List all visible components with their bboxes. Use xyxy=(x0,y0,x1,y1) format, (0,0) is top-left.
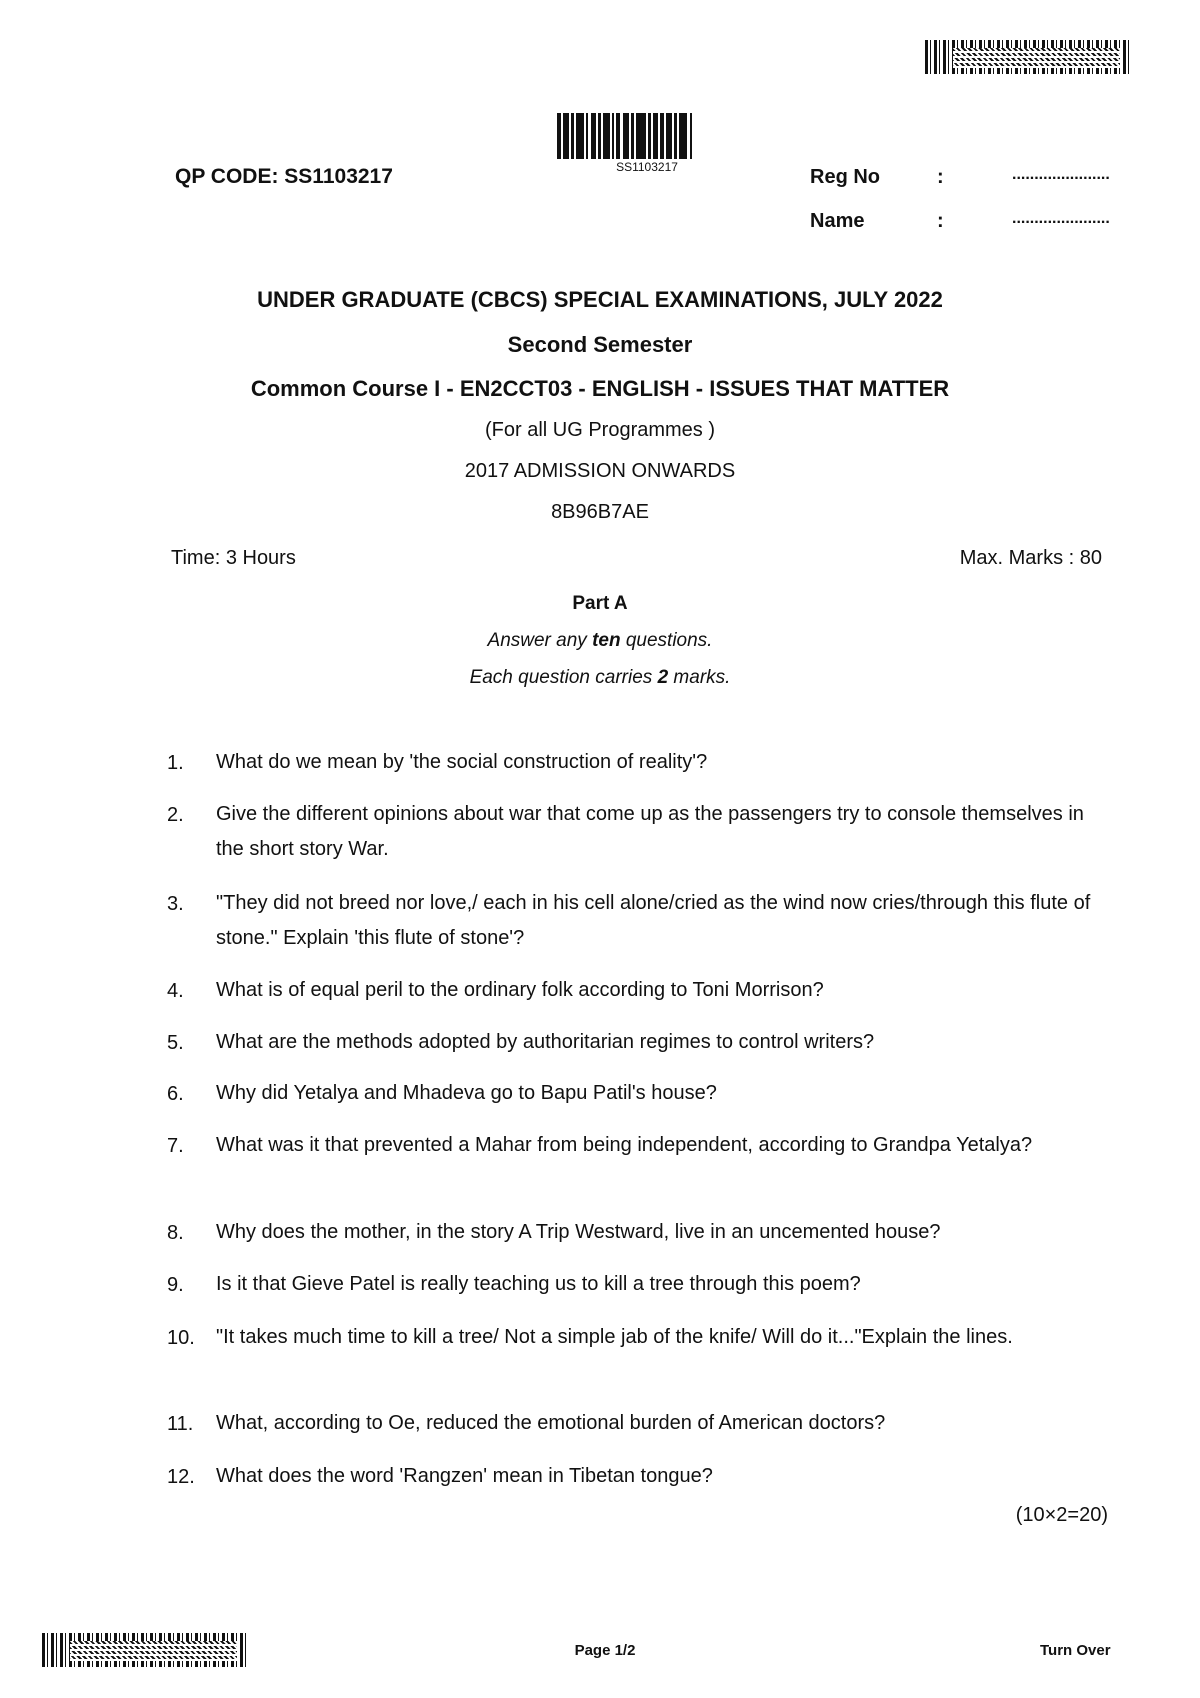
question-text: Why did Yetalya and Mhadeva go to Bapu Patil's house? xyxy=(216,1082,717,1104)
top-right-code-strip xyxy=(925,40,1130,74)
turn-over: Turn Over xyxy=(1040,1642,1111,1659)
max-marks: Max. Marks : 80 xyxy=(959,547,1102,569)
question-text: Give the different opinions about war that come up as the passengers try to console themselves in the short story War. xyxy=(216,803,1084,860)
instr1-post: questions. xyxy=(620,630,713,651)
course-title: Common Course I - EN2CCT03 - ENGLISH - ISSUES THAT MATTER xyxy=(250,376,950,401)
part-title: Part A xyxy=(572,593,628,614)
question-number: 9. xyxy=(167,1274,184,1296)
page-number: Page 1/2 xyxy=(574,1642,636,1659)
part-instruction-2 xyxy=(0,667,1200,689)
question-text: "It takes much time to kill a tree/ Not a simple jab of the knife/ Will do it..."Explain the lines. xyxy=(216,1326,1013,1348)
name-colon: : xyxy=(937,210,944,232)
question-text: What, according to Oe, reduced the emotional burden of American doctors? xyxy=(216,1412,886,1434)
name-blank: ...................... xyxy=(1012,210,1110,227)
question-number: 7. xyxy=(167,1135,184,1157)
instr2-post: marks. xyxy=(668,667,731,688)
question-text: What is of equal peril to the ordinary folk according to Toni Morrison? xyxy=(216,979,824,1001)
question-text: Is it that Gieve Patel is really teaching us to kill a tree through this poem? xyxy=(216,1273,861,1295)
question-number: 2. xyxy=(167,804,184,826)
admission: 2017 ADMISSION ONWARDS xyxy=(464,460,736,482)
part-instruction-1 xyxy=(0,630,1200,652)
reg-no-colon: : xyxy=(937,166,944,188)
reg-no-blank: ...................... xyxy=(1012,166,1110,183)
question-text: What are the methods adopted by authoritarian regimes to control writers? xyxy=(216,1031,875,1053)
question-text: "They did not breed nor love,/ each in his cell alone/cried as the wind now cries/through this flute of stone." Explain 'this flute of stone'? xyxy=(216,892,1091,949)
marks-total: (10×2=20) xyxy=(1015,1504,1108,1526)
question-number: 4. xyxy=(167,980,184,1002)
semester: Second Semester xyxy=(507,332,693,357)
instr2-bold: 2 xyxy=(657,667,669,688)
question-number: 3. xyxy=(167,893,184,915)
question-number: 6. xyxy=(167,1083,184,1105)
paper-code: 8B96B7AE xyxy=(551,501,649,523)
question-text: What was it that prevented a Mahar from being independent, according to Grandpa Yetalya? xyxy=(216,1134,1033,1156)
programmes: (For all UG Programmes ) xyxy=(484,419,716,441)
time: Time: 3 Hours xyxy=(171,547,296,569)
question-text: Why does the mother, in the story A Trip Westward, live in an uncemented house? xyxy=(216,1221,941,1243)
instr1-bold: ten xyxy=(592,630,621,651)
qp-code: QP CODE: SS1103217 xyxy=(175,165,393,188)
question-number: 5. xyxy=(167,1032,184,1054)
instr2-pre: Each question carries xyxy=(469,667,658,688)
question-text: What do we mean by 'the social construction of reality'? xyxy=(216,751,708,773)
question-number: 10. xyxy=(167,1327,195,1349)
barcode-text: SS1103217 xyxy=(616,160,678,174)
question-number: 1. xyxy=(167,752,184,774)
instr1-pre: Answer any xyxy=(487,630,593,651)
exam-title: UNDER GRADUATE (CBCS) SPECIAL EXAMINATIONS, JULY 2022 xyxy=(257,287,943,312)
question-number: 11. xyxy=(167,1413,194,1435)
name-label: Name xyxy=(810,210,865,232)
reg-no-label: Reg No xyxy=(810,166,880,188)
question-text: What does the word 'Rangzen' mean in Tibetan tongue? xyxy=(216,1465,713,1487)
question-number: 8. xyxy=(167,1222,184,1244)
center-barcode xyxy=(557,113,737,159)
question-number: 12. xyxy=(167,1466,195,1488)
